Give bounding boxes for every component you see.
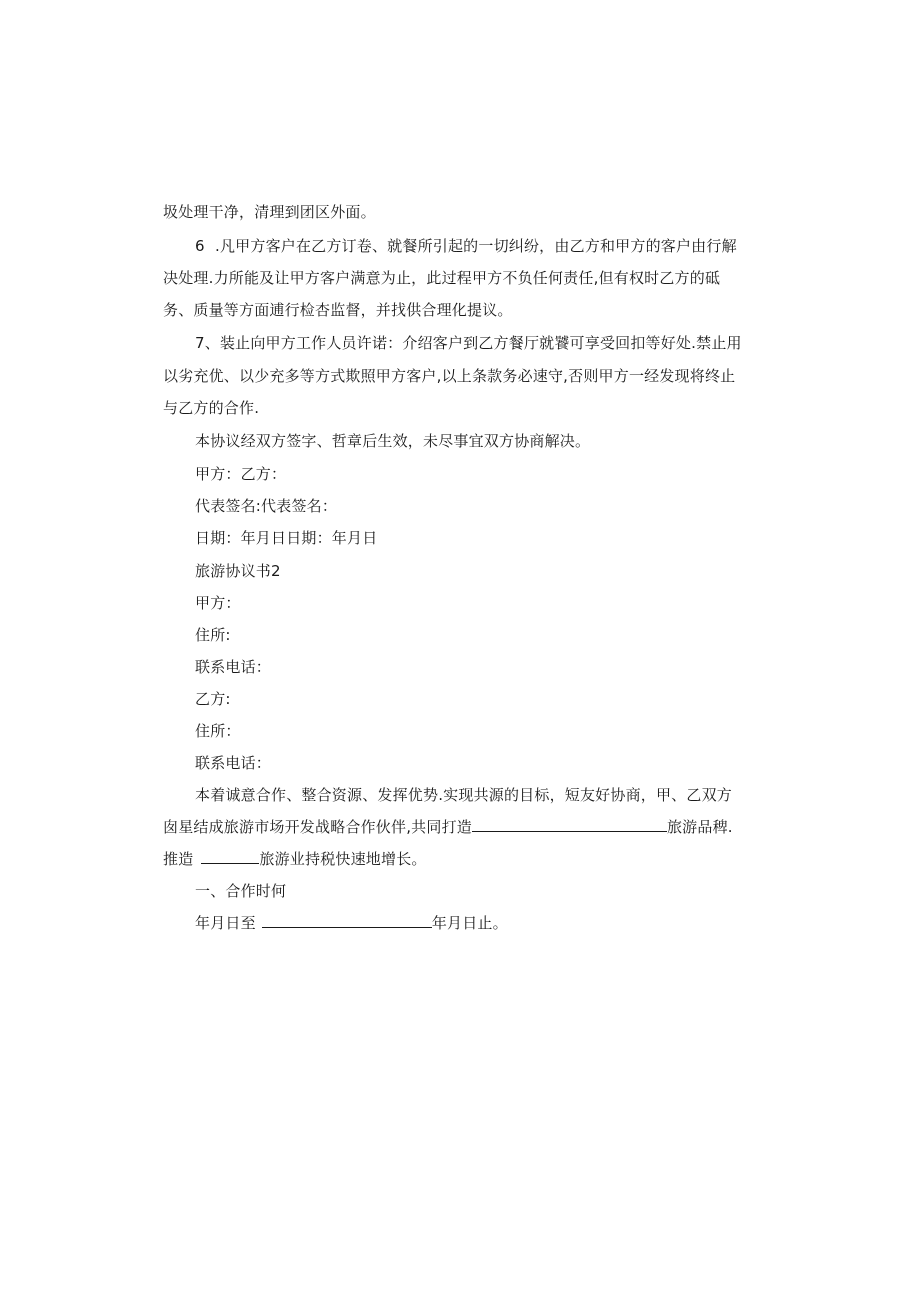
- period-line: [195, 913, 508, 933]
- intro-text-d: 旅游业持税快速地增长。: [259, 850, 427, 868]
- period-text-b: 年月日止。: [431, 914, 508, 932]
- intro-text-a: 囱星结成旅游市场开发战略合作伙伴,共同打造: [163, 818, 472, 836]
- clause-6-number: 6: [195, 237, 205, 255]
- clause-7-line-2: 以劣充优、以少充多等方式欺照甲方客户,以上条款务必速守,否则甲方一经发现将终止: [163, 367, 736, 385]
- paragraph-line: 圾处理干净，清理到团区外面。: [163, 203, 376, 221]
- date-line: 日期：年月日日期：年月日: [195, 529, 378, 547]
- phone-a-label: 联系电话：: [195, 658, 272, 676]
- section-heading: 一、合作时何: [195, 882, 287, 900]
- intro-line-3: [163, 849, 427, 869]
- clause-7-line-3: 与乙方的合作.: [163, 399, 260, 417]
- period-text-a: 年月日至: [195, 914, 256, 932]
- fill-blank: [262, 913, 432, 928]
- fill-blank: [201, 849, 259, 864]
- party-a-label: 甲方：: [195, 594, 241, 612]
- effect-statement: 本协议经双方签字、哲章后生效，未尽事宜双方协商解决。: [195, 432, 591, 450]
- parties-line: 甲方：乙方：: [195, 465, 287, 483]
- clause-6-text: .凡甲方客户在乙方订卷、就餐所引起的一切纠纷，由乙方和甲方的客户由行解: [215, 237, 737, 255]
- section-title: 旅游协议书2: [195, 562, 281, 580]
- fill-blank: [472, 817, 667, 832]
- signature-line: 代表签名:代表签名：: [195, 497, 338, 515]
- intro-line-1: 本着诚意合作、整合资源、发挥优势.实现共源的目标，短友好协商，甲、乙双方: [195, 786, 732, 804]
- intro-text-b: 旅游品稗.: [666, 818, 733, 836]
- clause-6-line-3: 务、质量等方面逋行检杏监督，并找供合理化提议。: [163, 301, 513, 319]
- address-b-label: 住所：: [195, 722, 241, 740]
- intro-text-c: 推造: [163, 850, 194, 868]
- party-b-label: 乙方:: [195, 690, 231, 708]
- clause-6-line-1: [195, 236, 737, 256]
- clause-7-line-1: 7、装止向甲方工作人员许诺：介绍客户到乙方餐厅就饕可享受回扣等好处.禁止用: [195, 334, 742, 352]
- clause-6-line-2: 决处理.力所能及让甲方客户满意为止，此过程甲方不负任何责任,但有权时乙方的砥: [163, 269, 721, 287]
- phone-b-label: 联系电话：: [195, 754, 272, 772]
- intro-line-2: [163, 817, 733, 837]
- address-a-label: 住所:: [195, 626, 231, 644]
